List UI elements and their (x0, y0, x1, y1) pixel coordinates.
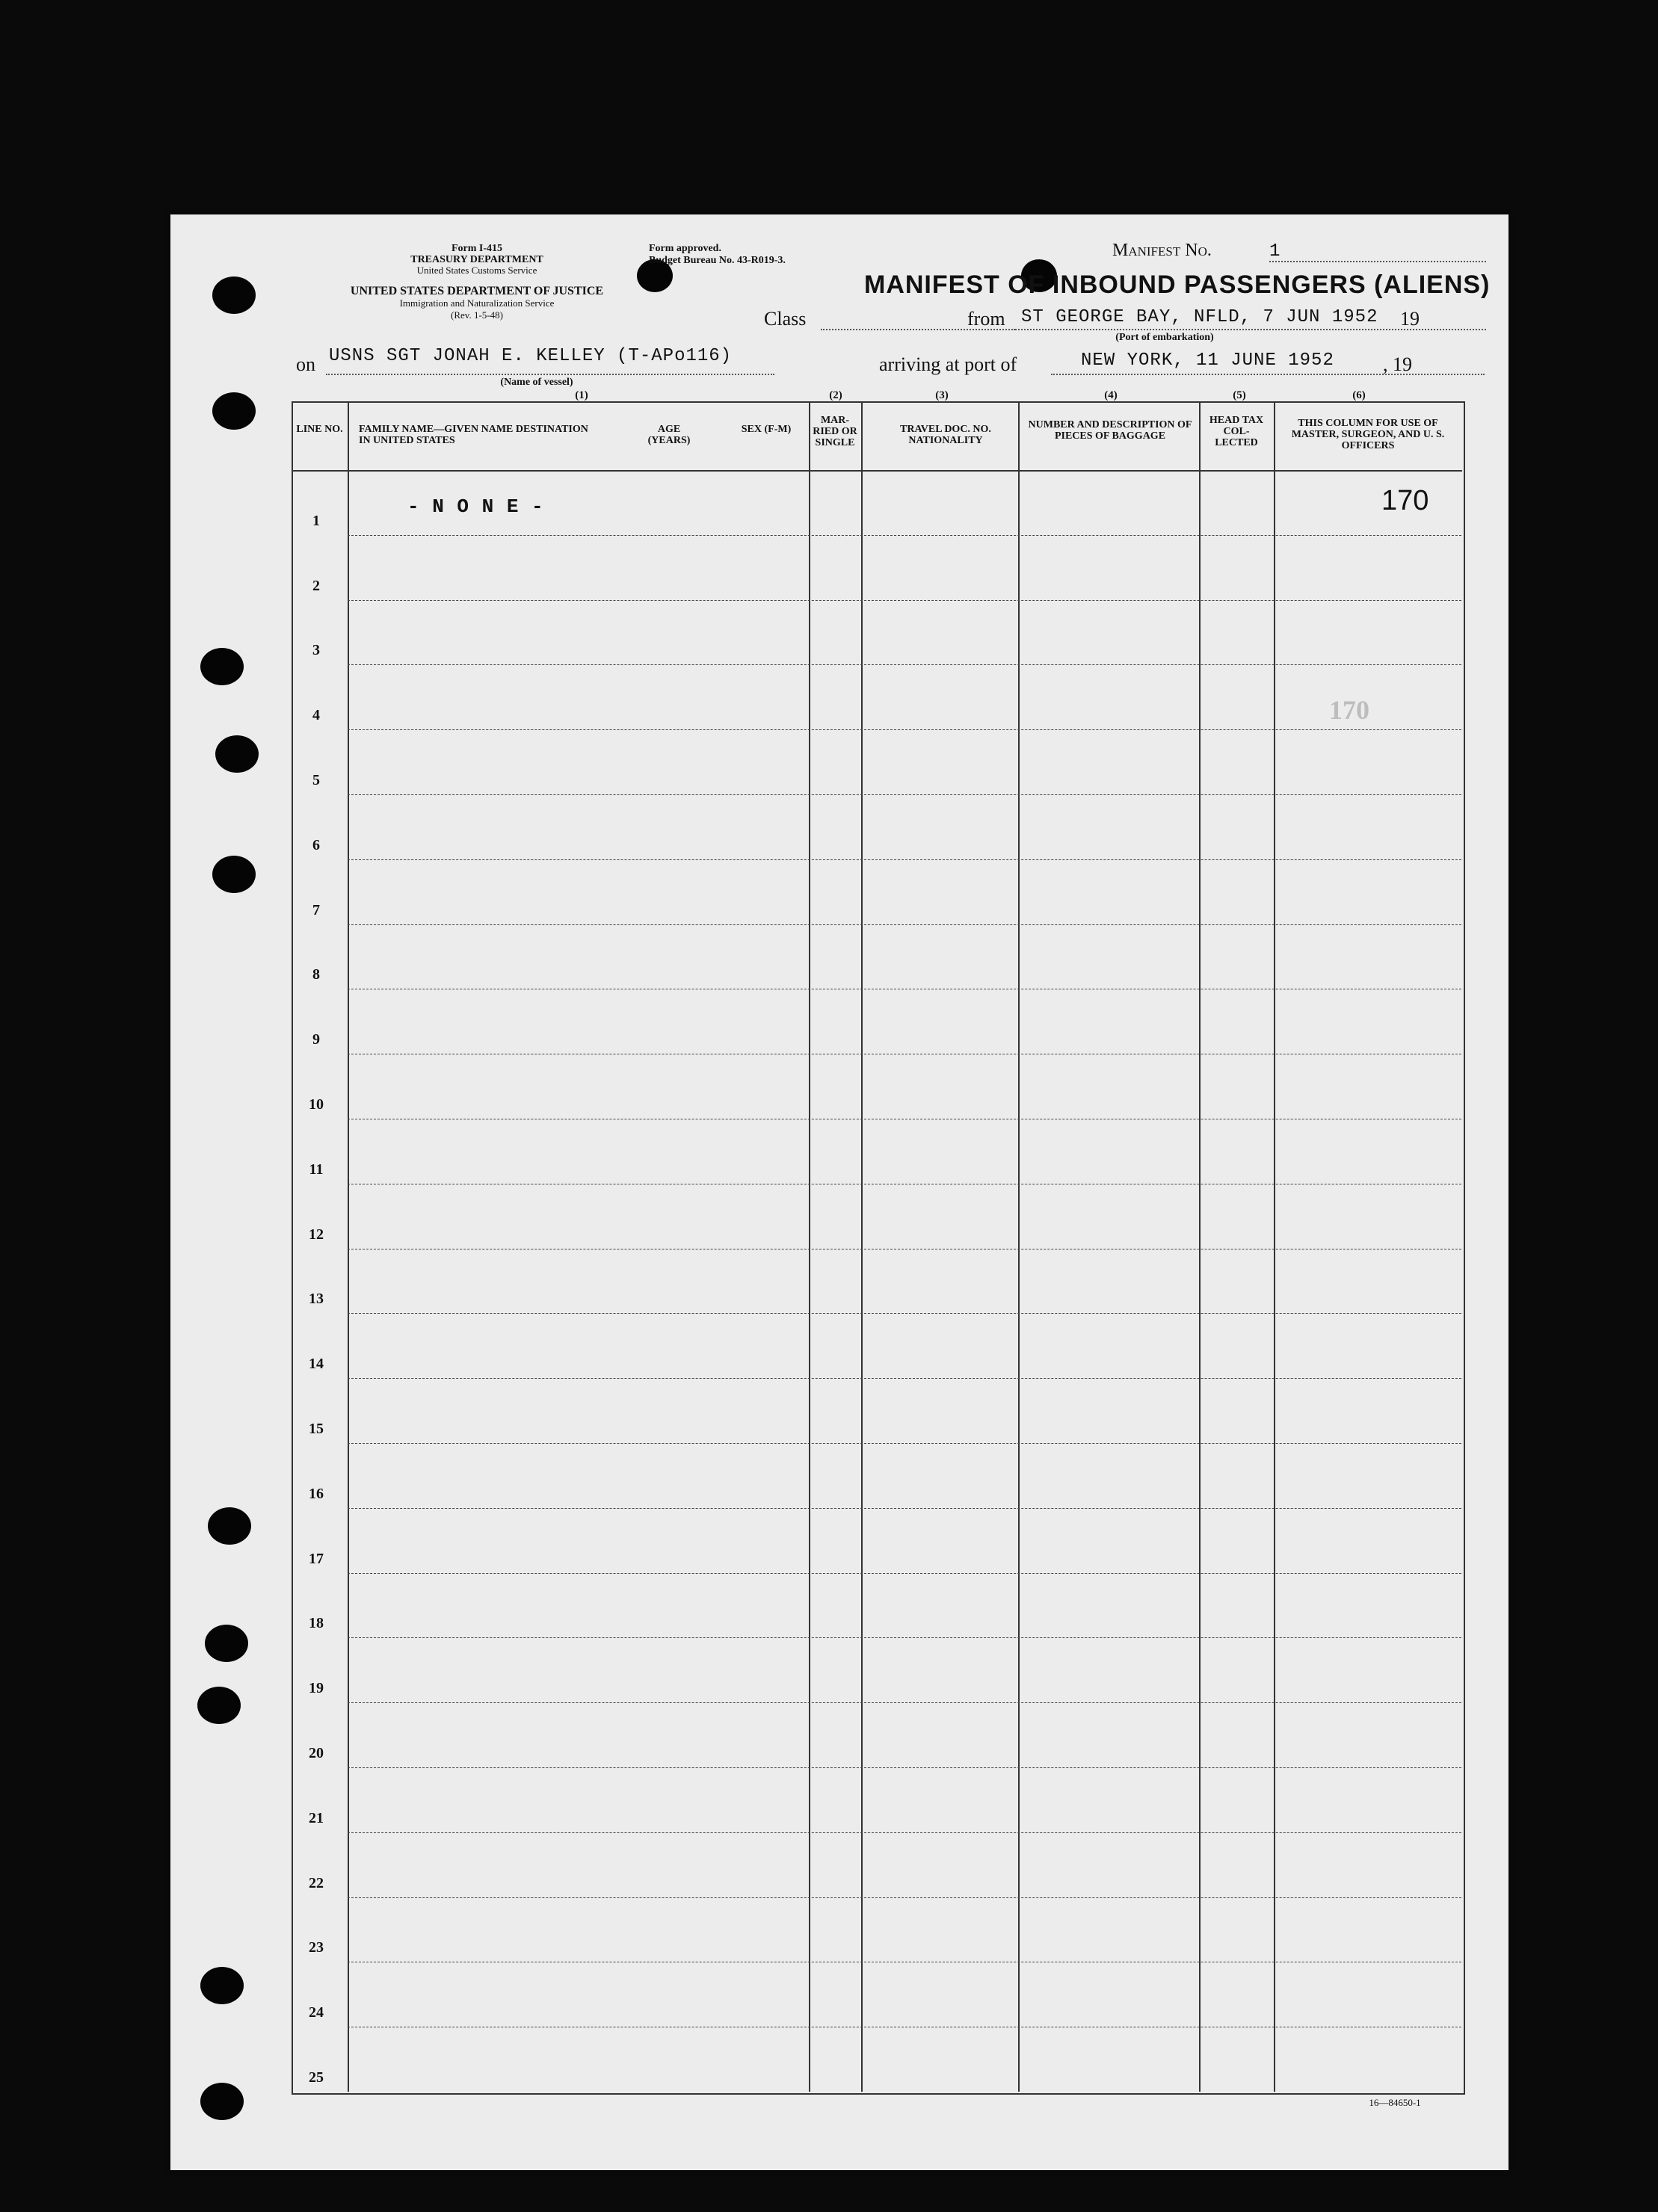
line-number: 23 (309, 1939, 324, 1956)
col-officers: THIS COLUMN FOR USE OF MASTER, SURGEON, AND U. S. OFFICERS (1291, 418, 1445, 451)
column-number-2: (2) (829, 389, 842, 401)
passenger-table (292, 401, 1465, 2095)
row-rule (348, 1573, 1461, 1574)
punch-hole (200, 648, 244, 685)
ins-service: Immigration and Naturalization Service (399, 297, 555, 309)
line-number: 9 (312, 1031, 320, 1048)
line-number: 14 (309, 1356, 324, 1373)
line-number: 10 (309, 1096, 324, 1113)
punch-hole (215, 735, 259, 773)
form-approved: Form approved. (649, 243, 721, 254)
row-rule (348, 794, 1461, 795)
line-number: 17 (309, 1550, 324, 1567)
column-number-1: (1) (575, 389, 588, 401)
row-rule (348, 600, 1461, 601)
line-number: 22 (309, 1874, 324, 1891)
customs-service: United States Customs Service (416, 265, 537, 276)
row-rule (348, 1313, 1461, 1314)
from-label: from (967, 308, 1005, 330)
punch-hole (208, 1507, 251, 1545)
punch-hole (200, 1967, 244, 2004)
line-number: 13 (309, 1291, 324, 1308)
column-number-5: (5) (1233, 389, 1246, 401)
year-suffix: 19 (1400, 308, 1420, 330)
port-embarkation-caption: (Port of embarkation) (1115, 332, 1214, 343)
line-number: 16 (309, 1485, 324, 1502)
line-number: 8 (312, 966, 320, 983)
punch-hole (212, 856, 256, 893)
row-rule (348, 859, 1461, 860)
line-number: 11 (309, 1161, 324, 1178)
col-sex: SEX (F-M) (741, 424, 792, 435)
stamp-number: 170 (1381, 485, 1429, 516)
row-rule (348, 1832, 1461, 1833)
col-head-tax: HEAD TAX COL- LECTED (1209, 415, 1264, 448)
line-number: 21 (309, 1809, 324, 1826)
row-rule (348, 1767, 1461, 1768)
row-rule (348, 1378, 1461, 1379)
line-number: 12 (309, 1226, 324, 1243)
punch-hole (212, 392, 256, 430)
line-number: 3 (312, 642, 320, 659)
revision: (Rev. 1-5-48) (451, 309, 503, 321)
row-rule (348, 1508, 1461, 1509)
col-line-no: LINE NO. (296, 424, 343, 435)
arriving-label: arriving at port of (879, 353, 1017, 375)
justice-dept: UNITED STATES DEPARTMENT OF JUSTICE (350, 285, 604, 297)
vessel-underline (326, 374, 774, 375)
budget-bureau: Budget Bureau No. 43-R019-3. (649, 255, 786, 266)
page-title: MANIFEST OF INBOUND PASSENGERS (ALIENS) (864, 271, 1491, 299)
row-rule (348, 1702, 1461, 1703)
col-name: FAMILY NAME—GIVEN NAME DESTINATION IN UNITED STATES (359, 424, 588, 446)
line-number: 5 (312, 772, 320, 788)
class-label: Class (764, 308, 807, 330)
divider-line-no (348, 401, 349, 2092)
divider-travel (1018, 401, 1020, 2092)
column-number-4: (4) (1104, 389, 1118, 401)
divider-baggage (1199, 401, 1201, 2092)
col-married: MAR- RIED OR SINGLE (813, 415, 857, 448)
column-number-6: (6) (1352, 389, 1366, 401)
arrival-port: NEW YORK, 11 JUNE 1952 (1081, 350, 1334, 371)
line-number: 19 (309, 1680, 324, 1697)
line-number: 4 (312, 707, 320, 724)
row-rule (348, 1897, 1461, 1898)
line-number: 15 (309, 1421, 324, 1437)
line-number: 6 (312, 836, 320, 853)
ghost-number: 170 (1329, 695, 1369, 725)
col-baggage: NUMBER AND DESCRIPTION OF PIECES OF BAGGAGE (1028, 419, 1192, 442)
manifest-number: 1 (1269, 241, 1281, 262)
treasury-dept: TREASURY DEPARTMENT (410, 254, 543, 265)
form-number: Form I-415 (451, 243, 503, 254)
column-number-3: (3) (935, 389, 949, 401)
row-rule (348, 924, 1461, 925)
punch-hole (200, 2083, 244, 2120)
embarkation-port: ST GEORGE BAY, NFLD, 7 JUN 1952 (1021, 307, 1378, 327)
divider-name (809, 401, 810, 2092)
year-suffix-arrival: , 19 (1383, 353, 1412, 375)
header-rule (292, 470, 1462, 472)
row-rule (348, 1443, 1461, 1444)
line-number: 25 (309, 2069, 324, 2086)
col-age: AGE (YEARS) (647, 424, 691, 446)
line-number: 20 (309, 1745, 324, 1761)
punch-hole (197, 1687, 241, 1724)
punch-hole (212, 276, 256, 314)
footer-code: 16—84650-1 (1369, 2097, 1421, 2108)
on-label: on (296, 353, 315, 375)
arrival-underline (1051, 374, 1485, 375)
row-rule (348, 1637, 1461, 1638)
vessel-name: USNS SGT JONAH E. KELLEY (T-APo116) (329, 346, 733, 366)
punch-hole (205, 1625, 248, 1662)
line-number: 24 (309, 2004, 324, 2021)
row-rule (348, 729, 1461, 730)
divider-headtax (1274, 401, 1275, 2092)
manifest-label: Manifest No. (1112, 241, 1212, 260)
line-number: 2 (312, 577, 320, 594)
line-number: 7 (312, 901, 320, 918)
row-rule (348, 664, 1461, 665)
line-number: 18 (309, 1615, 324, 1632)
row-rule (348, 535, 1461, 536)
line-number: 1 (312, 512, 320, 529)
divider-married (861, 401, 863, 2092)
vessel-caption: (Name of vessel) (500, 377, 573, 388)
col-travel-doc: TRAVEL DOC. NO. NATIONALITY (900, 424, 991, 446)
manifest-no-underline (1269, 261, 1486, 262)
entry-none: - N O N E - (407, 495, 544, 518)
